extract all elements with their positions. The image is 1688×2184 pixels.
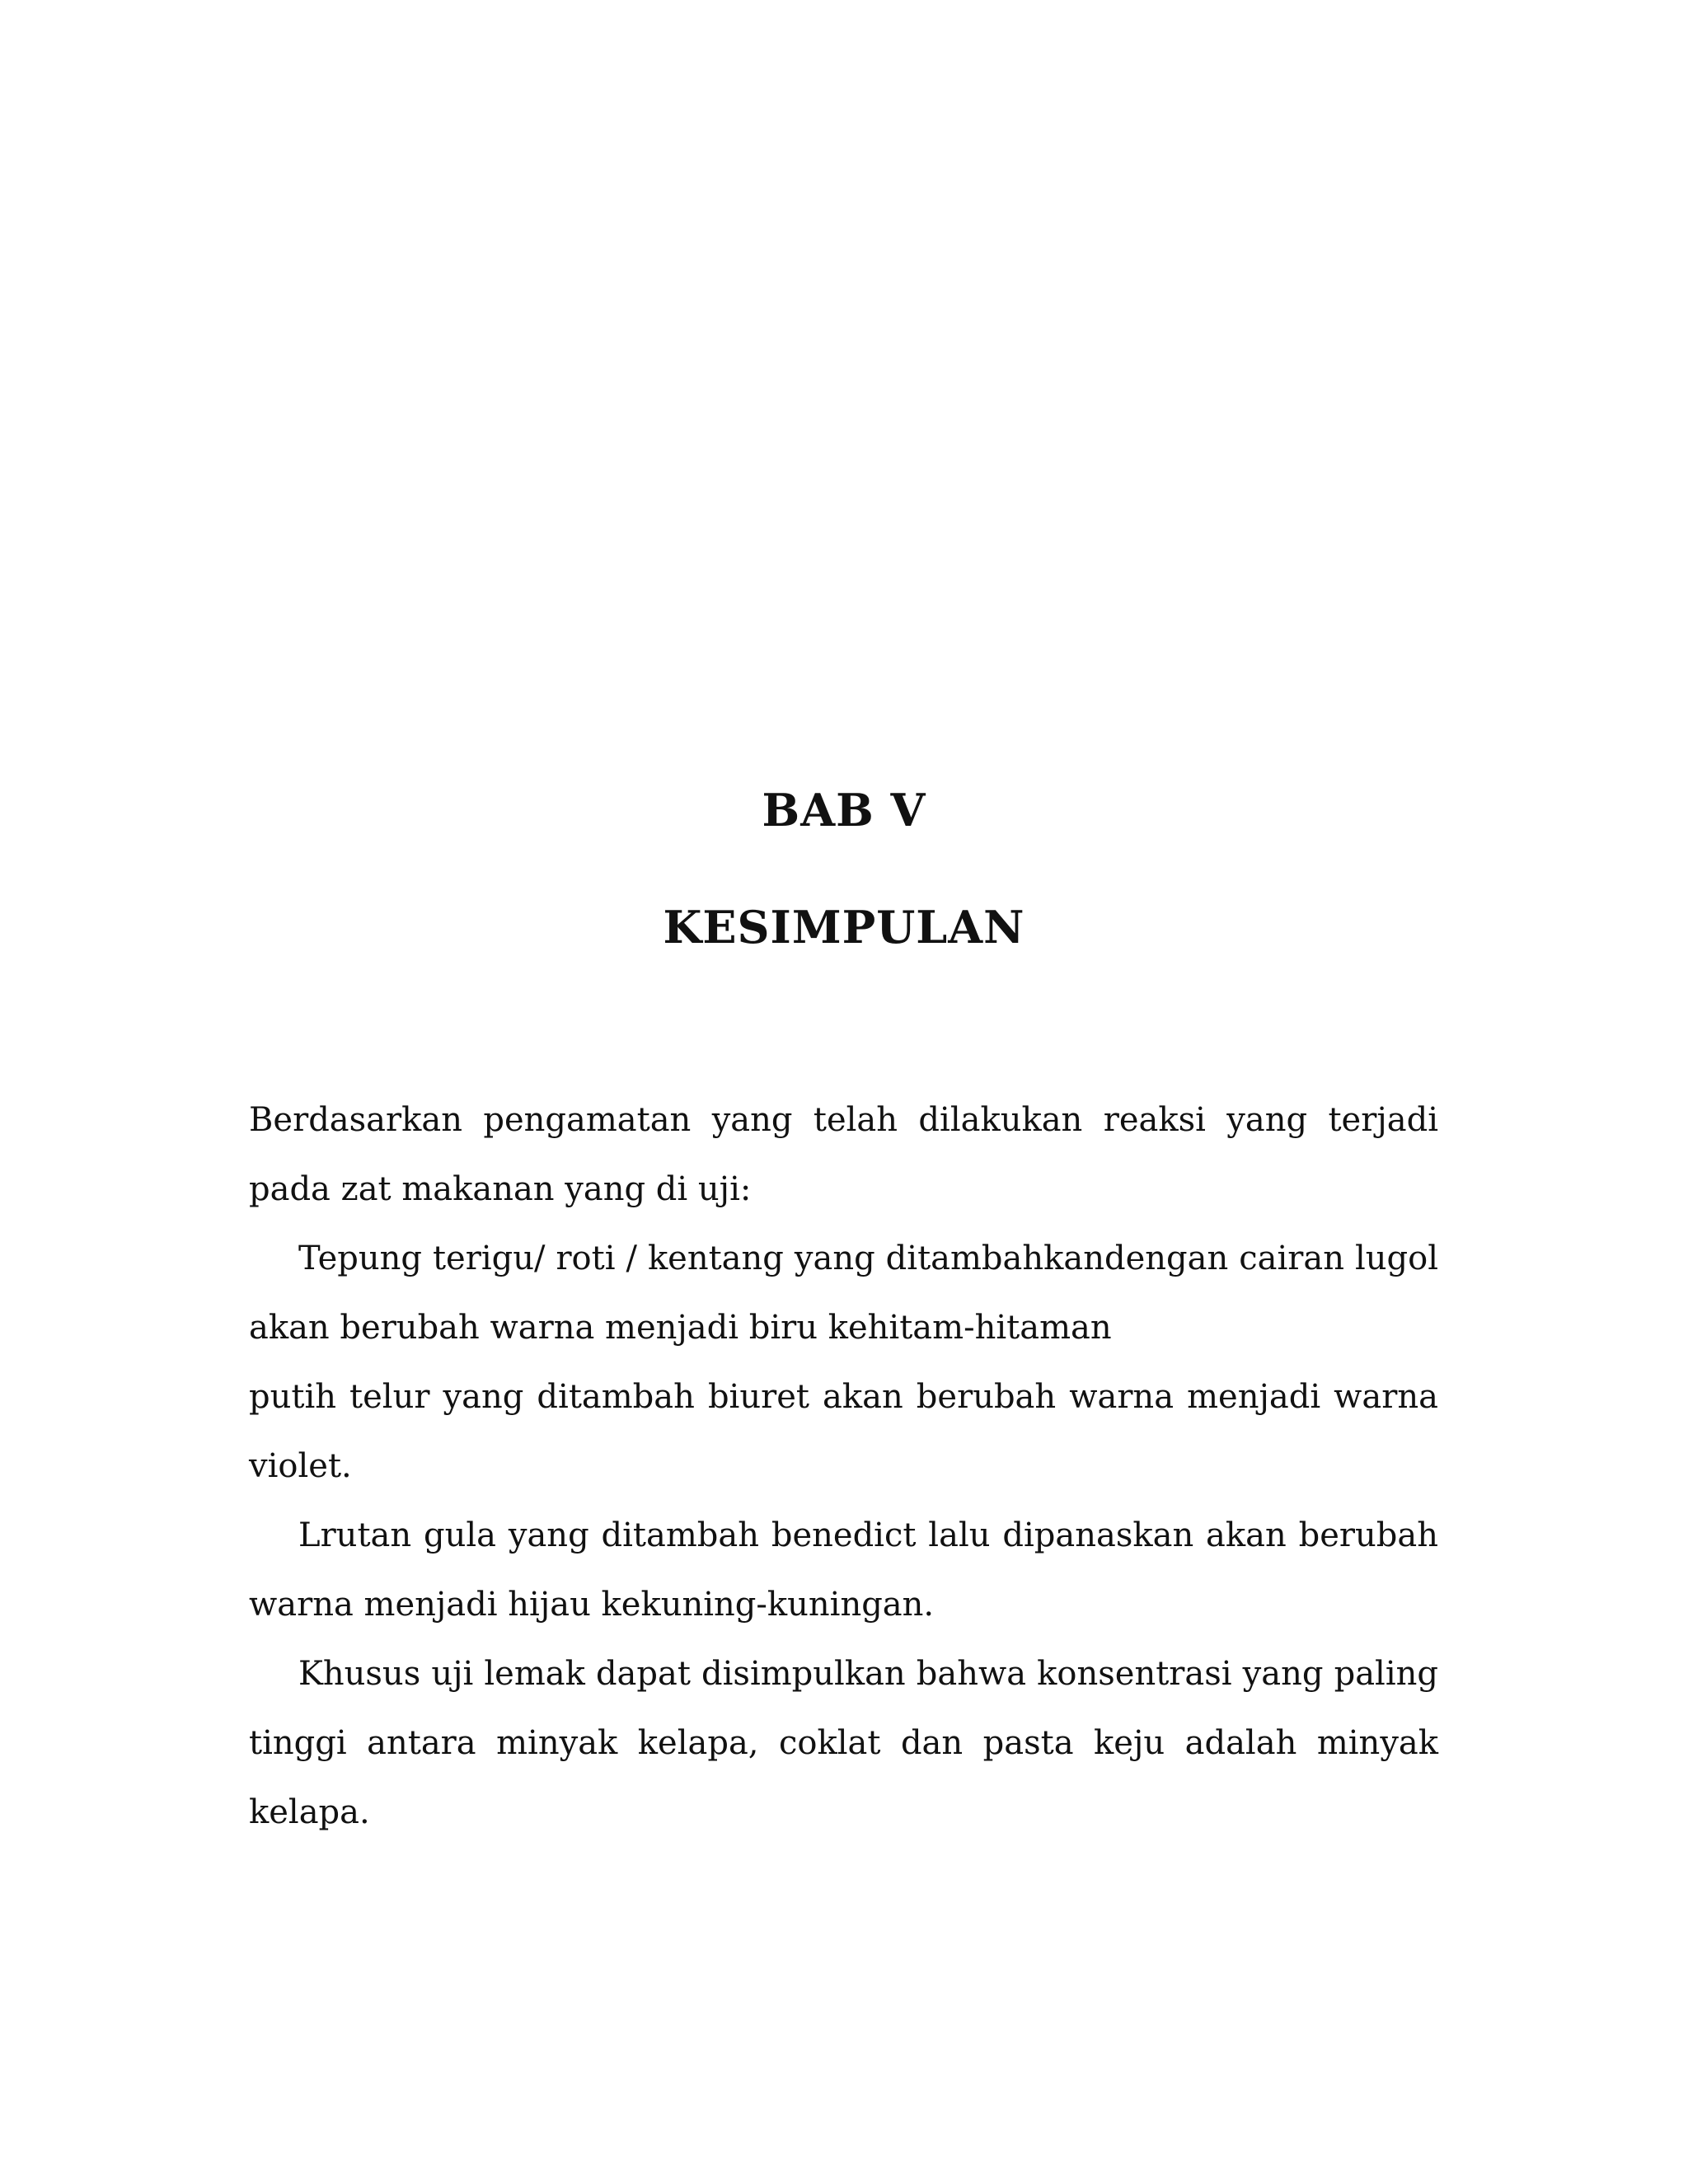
paragraph-fat-test: Khusus uji lemak dapat disimpulkan bahwa konsentrasi yang paling tinggi antara minyak kelapa, coklat dan pasta keju adalah minyak kelapa. bbox=[249, 1655, 1438, 1831]
chapter-title: KESIMPULAN bbox=[663, 901, 1025, 954]
conclusion-body bbox=[249, 1085, 1438, 1847]
paragraph-sugar-test: Lrutan gula yang ditambah benedict lalu dipanaskan akan berubah warna menjadi hijau kekuning-kuningan. bbox=[249, 1516, 1438, 1624]
paragraph-intro: Berdasarkan pengamatan yang telah dilakukan reaksi yang terjadi pada zat makanan yang di uji: bbox=[249, 1101, 1438, 1208]
chapter-heading: BAB V bbox=[762, 784, 926, 837]
paragraph-protein-test: putih telur yang ditambah biuret akan berubah warna menjadi warna violet. bbox=[249, 1378, 1438, 1485]
paragraph-starch-test: Tepung terigu/ roti / kentang yang ditambahkandengan cairan lugol akan berubah warna menjadi biru kehitam-hitaman bbox=[249, 1240, 1438, 1347]
